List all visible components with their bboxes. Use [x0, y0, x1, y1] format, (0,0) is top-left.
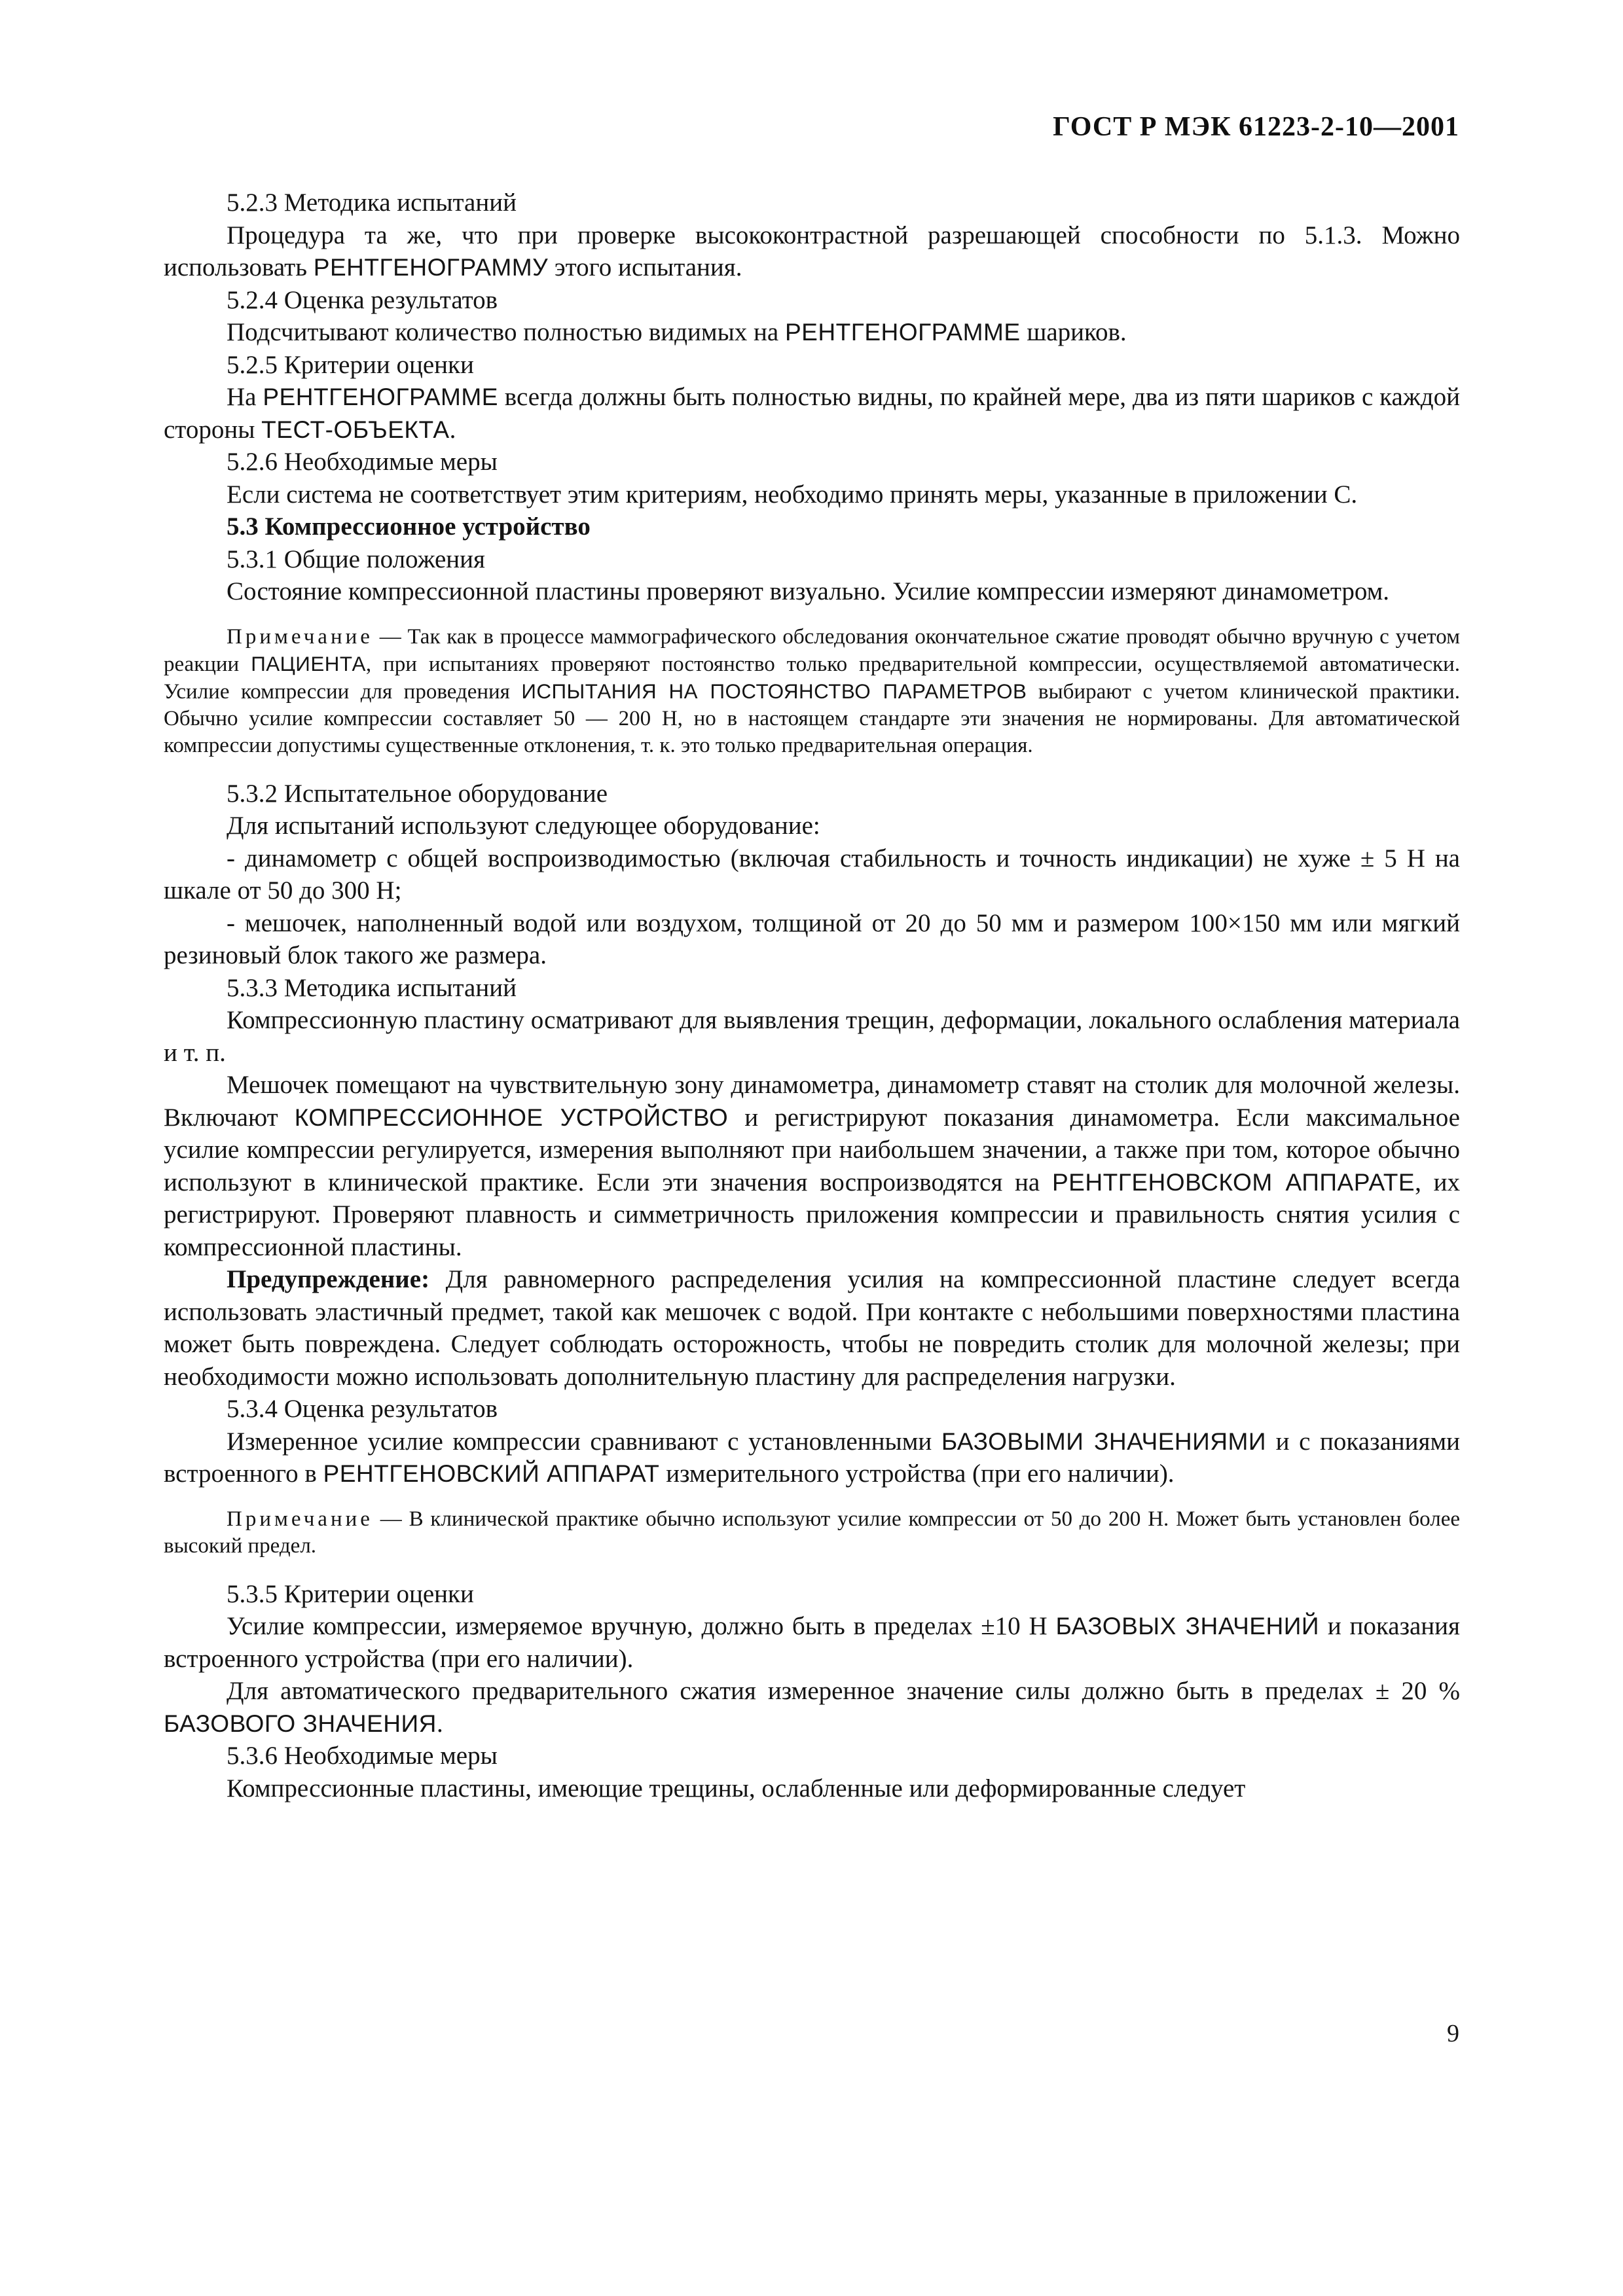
section-5-2-3-title: 5.2.3 Методика испытаний — [227, 188, 517, 217]
note-label: Примечание — [227, 624, 373, 649]
page-number: 9 — [1447, 2020, 1459, 2047]
section-5-2-6-title: 5.2.6 Необходимые меры — [227, 448, 498, 476]
section-5-2-5-text: На РЕНТГЕНОГРАММЕ всегда должны быть полностью видны, по крайней мере, два из пяти шариков с каждой стороны ТЕСТ-ОБЪЕКТА. — [164, 383, 1460, 444]
section-5-3-1-title: 5.3.1 Общие положения — [227, 545, 485, 573]
section-5-3-3-text-1: Компрессионную пластину осматривают для выявления трещин, деформации, локального ослабления материала и т. п. — [164, 1006, 1460, 1067]
standard-header: ГОСТ Р МЭК 61223-2-10—2001 — [1053, 112, 1459, 142]
section-5-3-4-text: Измеренное усилие компрессии сравнивают с установленными БАЗОВЫМИ ЗНАЧЕНИЯМИ и с показаниями встроенного в РЕНТГЕНОВСКИЙ АППАРАТ измерительного устройства (при его наличии). — [164, 1427, 1461, 1488]
equipment-item-bag: - мешочек, наполненный водой или воздухом, толщиной от 20 до 50 мм и размером 100×150 мм или мягкий резиновый блок такого же размера. — [164, 908, 1460, 969]
warning-paragraph: Предупреждение: Для равномерного распределения усилия на компрессионной пластине следует всегда использовать эластичный предмет, такой как мешочек с водой. При контакте с небольшими поверхностями пластина может быть повреждена. Следует соблюдать осторожность, чтобы не повредить столик для молочной железы; при необходимости можно использовать дополнительную пластину для распределения нагрузки. — [164, 1265, 1460, 1391]
section-5-2-4-title: 5.2.4 Оценка результатов — [227, 285, 498, 314]
section-5-3-2-title: 5.3.2 Испытательное оборудование — [227, 779, 608, 808]
section-5-3-6-title: 5.3.6 Необходимые меры — [227, 1742, 498, 1770]
section-5-2-4-text: Подсчитывают количество полностью видимых на РЕНТГЕНОГРАММЕ шариков. — [227, 318, 1127, 346]
section-5-3-1-text: Состояние компрессионной пластины проверяют визуально. Усилие компрессии измеряют динамометром. — [227, 577, 1390, 605]
section-5-3-5-text-1: Усилие компрессии, измеряемое вручную, должно быть в пределах ±10 Н БАЗОВЫХ ЗНАЧЕНИЙ и показания встроенного устройства (при его наличии). — [164, 1612, 1460, 1673]
section-5-3-6-text: Компрессионные пластины, имеющие трещины, ослабленные или деформированные следует — [227, 1774, 1246, 1803]
note-2: Примечание — В клинической практике обычно используют усилие компрессии от 50 до 200 Н. Может быть установлен более высокий предел. — [164, 1507, 1460, 1558]
section-5-2-3-text: Процедура та же, что при проверке высококонтрастной разрешающей способности по 5.1.3. Можно использовать РЕНТГЕНОГРАММУ этого испытания. — [164, 221, 1460, 281]
section-5-3-4-title: 5.3.4 Оценка результатов — [227, 1395, 498, 1423]
warning-label: Предупреждение: — [227, 1265, 430, 1293]
note-1: Примечание — Так как в процессе маммографического обследования окончательное сжатие проводят обычно вручную с учетом реакции ПАЦИЕНТА, при испытаниях проверяют постоянство только предварительной компрессии, осуществляемой автоматически. Усилие компрессии для проведения ИСПЫТАНИЯ НА ПОСТОЯНСТВО ПАРАМЕТРОВ выбирают с учетом клинической практики. Обычно усилие компрессии составляет 50 — 200 Н, но в настоящем стандарте эти значения не нормированы. Для автоматической компрессии допустимы существенные отклонения, т. к. это только предварительная операция. — [164, 624, 1461, 757]
section-5-3-5-text-2: Для автоматического предварительного сжатия измеренное значение силы должно быть в пределах ± 20 % БАЗОВОГО ЗНАЧЕНИЯ. — [164, 1677, 1460, 1738]
equipment-item-dynamometer: - динамометр с общей воспроизводимостью (включая стабильность и точность индикации) не хуже ± 5 Н на шкале от 50 до 300 Н; — [164, 844, 1460, 905]
section-5-2-6-text: Если система не соответствует этим критериям, необходимо принять меры, указанные в приложении С. — [227, 480, 1358, 509]
note-label: Примечание — [227, 1507, 373, 1531]
section-5-3-5-title: 5.3.5 Критерии оценки — [227, 1579, 474, 1608]
document-body — [164, 187, 1460, 1804]
section-5-3-title: 5.3 Компрессионное устройство — [227, 512, 591, 541]
section-5-3-3-title: 5.3.3 Методика испытаний — [227, 973, 517, 1002]
section-5-3-3-text-2: Мешочек помещают на чувствительную зону динамометра, динамометр ставят на столик для молочной железы. Включают КОМПРЕССИОННОЕ УСТРОЙСТВО и регистрируют показания динамометра. Если максимальное усилие компрессии регулируется, измерения выполняют при наибольшем значении, а также при том, которое обычно используют в клинической практике. Если эти значения воспроизводятся на РЕНТГЕНОВСКОМ АППАРАТЕ, их регистрируют. Проверяют плавность и симметричность приложения компрессии и правильность снятия усилия с компрессионной пластины. — [164, 1071, 1460, 1261]
section-5-3-2-intro: Для испытаний используют следующее оборудование: — [227, 812, 820, 840]
section-5-2-5-title: 5.2.5 Критерии оценки — [227, 350, 474, 379]
